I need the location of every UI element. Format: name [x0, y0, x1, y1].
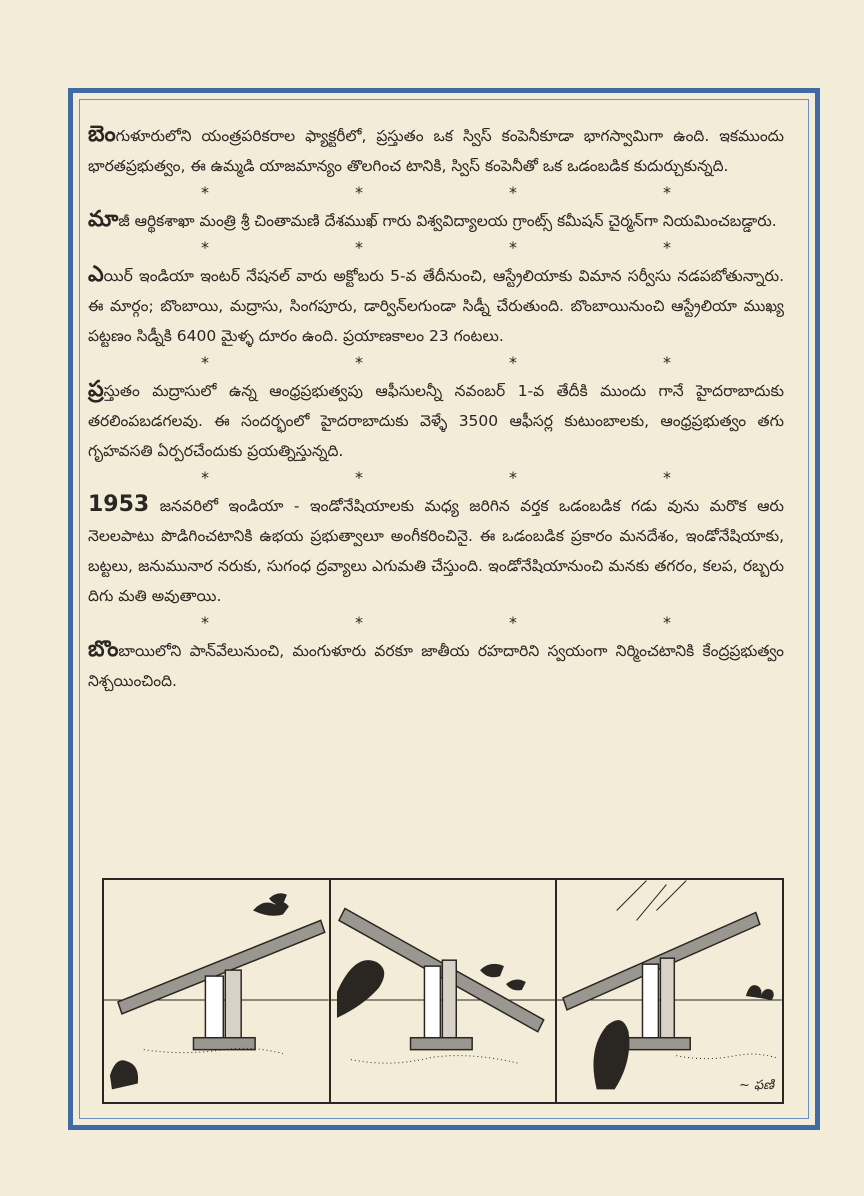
- cartoon-panel-1: [104, 880, 331, 1102]
- separator: * * * *: [201, 183, 671, 202]
- news-item: [88, 490, 784, 611]
- cartoon-panel-3: [557, 880, 782, 1102]
- artist-signature: ~ ఫణి: [739, 1078, 775, 1093]
- news-item: [88, 260, 784, 351]
- news-item: [88, 205, 784, 236]
- year-number: 1953: [88, 492, 150, 517]
- separator: * * * *: [201, 468, 671, 487]
- drop-letter: మా: [88, 207, 119, 232]
- cartoon-drawing-1: [104, 880, 329, 1102]
- drop-letter: బెం: [88, 122, 116, 147]
- separator: * * * *: [201, 238, 671, 257]
- seesaw-cartoon: [102, 878, 784, 1104]
- item-text: గుళూరులోని యంత్రపరికరాల ఫ్యాక్టరీలో, ప్రస్తుతం ఒక స్విస్ కంపెనీకూడా భాగస్వామిగా ఉంది. ఇకముందు భారతప్రభుత్వం, ఈ ఉమ్మడి యాజమాన్యం తొలగించ టానికి, స్విస్ కంపెనీతో ఒక ఒడంబడిక కుదుర్చుకున్నది.: [88, 127, 784, 175]
- news-item: [88, 375, 784, 466]
- drop-letter: ప్ర: [88, 377, 104, 402]
- separator: * * * *: [201, 353, 671, 372]
- drop-letter: ఎ: [88, 262, 104, 287]
- news-item: [88, 635, 784, 696]
- separator: * * * *: [201, 613, 671, 632]
- news-column: [88, 120, 784, 696]
- cartoon-drawing-3: [557, 880, 782, 1102]
- cartoon-panel-2: [331, 880, 558, 1102]
- item-text: యిర్ ఇండియా ఇంటర్ నేషనల్ వారు అక్టోబరు 5-వ తేదీనుంచి, ఆస్ట్రేలియాకు విమాన సర్వీసు నడపబోతున్నారు. ఈ మార్గం; బొంబాయి, మద్రాసు, సింగపూరు, డార్విన్‌లగుండా సిడ్నీ చేరుతుంది. బొంబాయినుంచి ఆస్ట్రేలియా ముఖ్య పట్టణం సిడ్నీకి 6400 మైళ్ళ దూరం ఉంది. ప్రయాణకాలం 23 గంటలు.: [88, 267, 785, 345]
- drop-letter: బొం: [88, 637, 119, 662]
- item-text: స్తుతం మద్రాసులో ఉన్న ఆంధ్రప్రభుత్వపు ఆఫీసులన్నీ నవంబర్ 1-వ తేదీకి ముందు గానే హైదరాబాదుకు తరలింపబడగలవు. ఈ సందర్భంలో హైదరాబాదుకు వెళ్ళే 3500 ఆఫీసర్ల కుటుంబాలకు, ఆంధ్రప్రభుత్వం తగు గృహవసతి ఏర్పరచేందుకు ప్రయత్నిస్తున్నది.: [88, 382, 784, 460]
- news-item: [88, 120, 784, 181]
- item-text: జనవరిలో ఇండియా - ఇండోనేషియాలకు మధ్య జరిగిన వర్తక ఒడంబడిక గడు వును మరొక ఆరు నెలలపాటు పొడిగించటానికి ఉభయ ప్రభుత్వాలూ అంగీకరించినై. ఈ ఒడంబడిక ప్రకారం మనదేశం, ఇండోనేషియాకు, బట్టలు, జనుమునార నరుకు, సుగంధ ద్రవ్యాలు ఎగుమతి చేస్తుంది. ఇండోనేషియానుంచి మనకు తగరం, కలప, రబ్బరు దిగు మతి అవుతాయి.: [88, 497, 784, 605]
- item-text: జీ ఆర్థికశాఖా మంత్రి శ్రీ చింతామణి దేశముఖ్ గారు విశ్వవిద్యాలయ గ్రాంట్స్ కమీషన్ చైర్మన్‌గా నియమించబడ్డారు.: [118, 212, 777, 230]
- item-text: బాయిలోని పాన్‌వేలునుంచి, మంగుళూరు వరకూ జాతీయ రహదారిని స్వయంగా నిర్మించటానికి కేంద్రప్రభుత్వం నిశ్చయించింది.: [88, 642, 784, 690]
- cartoon-drawing-2: [331, 880, 556, 1102]
